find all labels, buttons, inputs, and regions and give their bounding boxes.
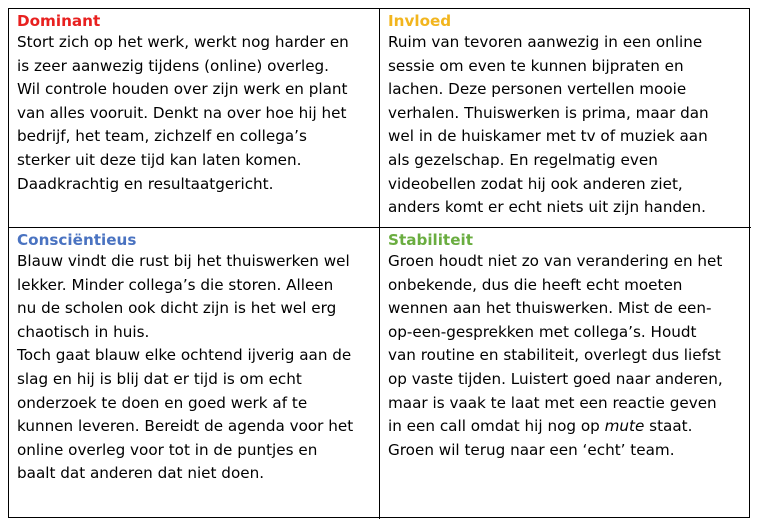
text-line: wennen aan het thuiswerken. Mist de een- — [388, 299, 712, 318]
text-line: maar is vaak te laat met een reactie geven — [388, 393, 717, 412]
text-line: verhalen. Thuiswerken is prima, maar dan — [388, 103, 709, 122]
text-line: bedrijf, het team, zichzelf en collega’s — [17, 127, 307, 146]
text-line: chaotisch in huis. — [17, 322, 150, 341]
text-line: onbekende, dus die heeft echt moeten — [388, 275, 683, 294]
italic-word-mute: mute — [604, 417, 645, 436]
text-line: Wil controle houden over zijn werk en plant — [17, 80, 348, 99]
quadrant-stabiliteit — [380, 228, 751, 519]
quadrant-dominant — [9, 9, 380, 228]
text-line: Daadkrachtig en resultaatgericht. — [17, 174, 274, 193]
text-line: is zeer aanwezig tijdens (online) overleg. — [17, 56, 330, 75]
text-line: van alles vooruit. Denkt na over hoe hij het — [17, 103, 347, 122]
text-line: op vaste tijden. Luistert goed naar anderen, — [388, 369, 723, 388]
quadrant-text-invloed — [388, 31, 743, 220]
disc-table — [8, 8, 750, 518]
text-line: lachen. Deze personen vertellen mooie — [388, 80, 687, 99]
text-line: Blauw vindt die rust bij het thuiswerken wel — [17, 252, 350, 270]
text-line: Stort zich op het werk, werkt nog harder en — [17, 33, 349, 51]
text-line: wel in de huiskamer met tv of muziek aan — [388, 127, 708, 146]
text-line: onderzoek te doen en goed werk af te — [17, 393, 308, 412]
text-line: lekker. Minder collega’s die storen. Alleen — [17, 275, 334, 294]
quadrant-title-invloed: Invloed — [388, 12, 452, 30]
quadrant-text-conscientieus — [17, 250, 371, 486]
quadrant-text-dominant — [17, 31, 371, 196]
text-line: Toch gaat blauw elke ochtend ijverig aan de — [17, 346, 352, 365]
quadrant-invloed — [380, 9, 751, 228]
quadrant-title-conscientieus: Consciëntieus — [17, 231, 137, 249]
quadrant-text-stabiliteit — [388, 250, 743, 462]
text-segment: in een call omdat hij nog op — [388, 417, 605, 436]
text-line: sterker uit deze tijd kan laten komen. — [17, 150, 302, 169]
quadrant-conscientieus — [9, 228, 380, 519]
text-line: als gezelschap. En regelmatig even — [388, 150, 658, 169]
text-line: nu de scholen ook dicht zijn is het wel erg — [17, 299, 337, 318]
text-segment: staat. — [644, 417, 693, 436]
text-line: Groen houdt niet zo van verandering en het — [388, 252, 723, 270]
text-line: sessie om even te kunnen bijpraten en — [388, 56, 684, 75]
quadrant-title-dominant: Dominant — [17, 12, 101, 30]
text-line: anders komt er echt niets uit zijn handen. — [388, 198, 706, 217]
text-line: baalt dat anderen dat niet doen. — [17, 464, 265, 483]
text-line: van routine en stabiliteit, overlegt dus liefst — [388, 346, 721, 365]
text-line: online overleg voor tot in de puntjes en — [17, 440, 318, 459]
text-line: op-een-gesprekken met collega’s. Houdt — [388, 322, 697, 341]
quadrant-title-stabiliteit: Stabiliteit — [388, 231, 473, 249]
text-line-with-italic — [388, 415, 743, 439]
text-line: Groen wil terug naar een ‘echt’ team. — [388, 440, 675, 459]
text-line: Ruim van tevoren aanwezig in een online — [388, 33, 703, 51]
text-line: kunnen leveren. Bereidt de agenda voor het — [17, 417, 354, 436]
text-line: videobellen zodat hij ook anderen ziet, — [388, 174, 683, 193]
text-line: slag en hij is blij dat er tijd is om echt — [17, 369, 302, 388]
